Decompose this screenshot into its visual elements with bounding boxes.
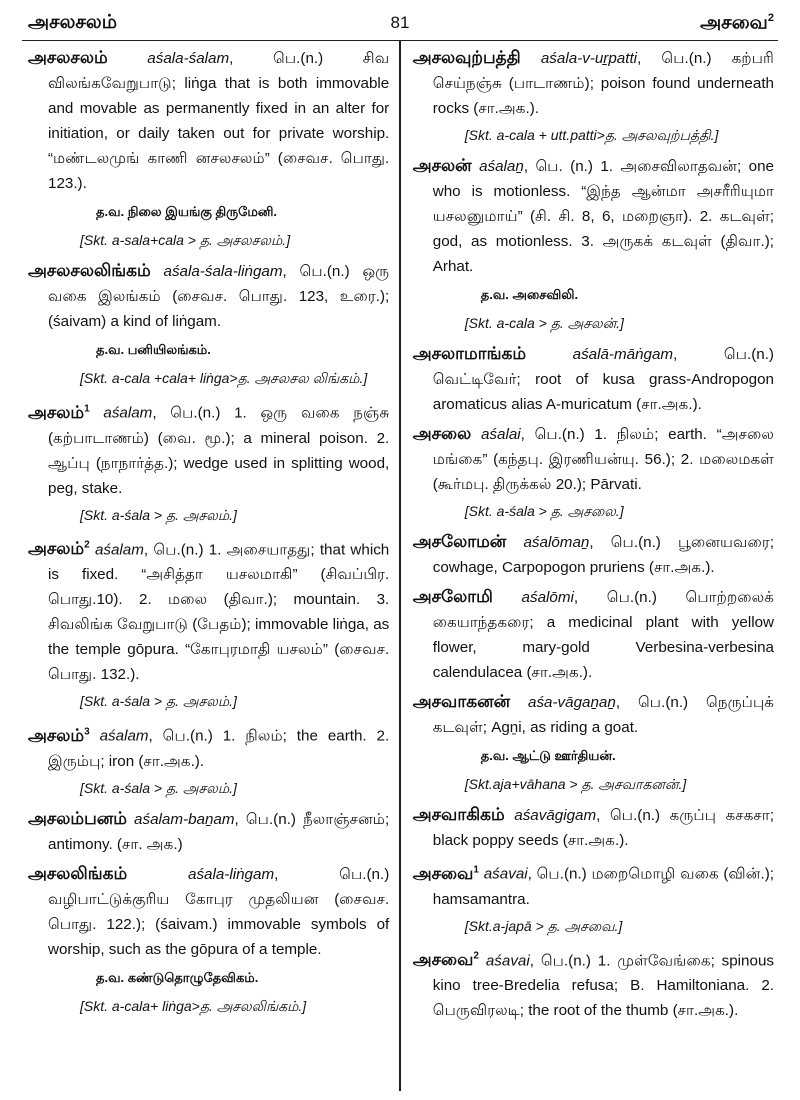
headword-text: அசலோமி [412,587,493,606]
entry-headword [413,156,472,175]
entry-headword [28,864,127,883]
dictionary-entry [28,45,389,196]
header-first-word: அசலசலம் [28,12,117,33]
dictionary-entry [413,153,774,279]
entry-transliteration: aśalōmi [521,589,574,606]
tamil-equivalent-note: த.வ. நிலை இயங்கு திருமேனி. [96,204,278,219]
dictionary-entry [28,806,389,857]
headword-superscript: 1 [84,403,90,414]
entry-transliteration: aśalaṉ [479,158,524,175]
headword-text: அசலவுற்பத்தி [412,48,521,67]
entry-transliteration: aśavai [485,952,530,970]
entry-definition: , பெ.(n.) 1. அசையாதது; that which is fixed. “அசித்தா யசலமாகி” (சிவப்பிர. பொது.10). 2. மலை (திவா.); mountain. 3. சிவலிங்க வேறுபாடு (பேதம்); immovable liṅga, as the temple gōpura. “கோபுரமாதி யசலம்” (சைவச. பொது. 132.). [48,541,390,684]
dictionary-entry [413,45,774,121]
headword-text: அசலோமன் [412,532,507,551]
dictionary-entry [28,719,389,774]
etymology: [Skt. a-śala > த. அசலம்.] [80,506,237,523]
tamil-equivalent-note: த.வ. கண்டுதொழுதேவிகம். [96,969,259,985]
entry-headword [413,424,472,443]
entry-headword [28,726,90,745]
etymology: [Skt. a-cala +cala+ liṅga>த. அசலசல லிங்கம்.] [80,370,368,386]
dictionary-entry [28,861,389,962]
etymology: [Skt. a-śala > த. அசலம்.] [80,779,237,796]
page-header [22,6,778,41]
left-column [22,41,399,1091]
header-last-word-text: அசவை [700,12,768,34]
entry-headword [28,403,90,422]
entry-definition: , பெ.(n.) வழிபாட்டுக்குரிய கோபுர முதலியன (சைவச. பொது. 122.); (śaivam.) immovable symbols of worship, such as the gōpura of a temple. [48,865,390,958]
entry-headword [413,532,507,551]
entry-transliteration: aśalam [103,404,153,422]
dictionary-entry [413,421,774,497]
columns [22,41,778,1091]
entry-transliteration: aśala-śala-liṅgam [163,263,283,280]
headword-text: அசலை [412,424,472,443]
entry-transliteration: aśavāgigam [514,807,597,824]
right-column [401,41,778,1091]
entry-headword [28,539,90,558]
header-last-word [700,12,774,36]
headword-text: அசவாகனன் [412,692,511,711]
headword-text: அசவாகிகம் [412,805,505,824]
headword-text: அசலாமாங்கம் [412,344,527,363]
dictionary-entry [413,944,774,1024]
entry-transliteration: aśalam-baṉam [134,810,235,828]
entry-definition: , பெ.(n.) ஒரு வகை இலங்கம் (சைவச. பொது. 123, உரை.); (śaivam) a kind of liṅgam. [48,263,390,330]
entry-headword [413,805,505,824]
tamil-equivalent-note: த.வ. ஆட்டு ஊர்தியன். [480,748,616,763]
headword-text: அசவை [412,863,474,883]
headword-text: அசவை [412,950,474,970]
entry-transliteration: aśala-liṅgam [188,865,275,883]
entry-headword [413,950,479,969]
headword-text: அசலலிங்கம் [28,863,128,883]
entry-headword [413,864,479,883]
entry-definition: , பெ.(n.) கருப்பு கசகசா; black poppy seeds (சா.அக.). [432,807,774,849]
entry-definition: , பெ.(n.) வெட்டிவேர்; root of kusa grass-Andropogon aromaticus alias A-muricatum (சா.அக.). [432,346,774,413]
entry-headword [413,344,526,363]
tamil-equivalent-note: த.வ. அசைவிலி. [480,287,579,302]
headword-text: அசலன் [412,156,472,175]
dictionary-entry [413,802,774,853]
entry-definition: , பெ.(n.) பொற்றலைக் கையாந்தகரை; a medicinal plant with yellow flower, mary-gold Verbesina-verbesina calendulacea (சா.அக.). [432,589,774,681]
entry-transliteration: aśavai [483,865,528,883]
entry-definition: , பெ.(n.) நீலாஞ்சனம்; antimony. (சா. அக.) [48,810,390,853]
entry-definition: , பெ.(n.) 1. நிலம்; earth. “அசலை மங்கை” (கந்தபு. இரணியன்யு. 56.); 2. மலைமகள் (கூர்மபு. திருக்கல் 20.); Pārvati. [432,426,774,493]
entry-definition: , பெ.(n.) 1. ஒரு வகை நஞ்சு (கற்பாடாணம்) (வை. மூ.); a mineral poison. 2. ஆப்பு (நாநார்த்த.); wedge used in splitting wood, peg, stake. [48,404,390,497]
entry-transliteration: aśalam [94,541,144,559]
etymology: [Skt. a-sala+cala > த. அசலசலம்.] [80,232,291,248]
entry-definition: , பெ.(n.) மறைமொழி வகை (வின்.); hamsamantra. [432,865,774,908]
entry-transliteration: aśalam [99,727,149,745]
dictionary-entry [413,584,774,685]
entry-transliteration: aśa-vāgaṉaṉ [528,694,616,711]
dictionary-entry [413,689,774,740]
dictionary-entry [28,396,389,501]
etymology: [Skt. a-cala > த. அசலன்.] [464,315,624,331]
etymology: [Skt. a-śala > த. அசலம்.] [80,693,237,710]
entry-transliteration: aśalōmaṉ [523,534,590,551]
entry-transliteration: aśalā-māṅgam [572,346,674,363]
etymology: [Skt. a-śala > த. அசலை.] [464,503,624,519]
etymology: [Skt.a-japā > த. அசவை.] [464,917,623,934]
entry-definition: , பெ.(n.) பூனையவரை; cowhage, Carpopogon pruriens (சா.அக.). [432,534,774,576]
headword-text: அசலசலம் [28,48,108,67]
entry-headword [413,692,510,711]
entry-definition: , பெ.(n.) 1. முள்வேங்கை; spinous kino tree-Bredelia refusa; B. Hamiltoniana. 2. பெருவிரலடி; the root of the thumb (சா.அக.). [432,952,774,1020]
entry-headword [28,261,151,280]
entry-transliteration: aśala-v-uṟpatti [540,50,638,67]
headword-text: அசலம் [28,725,85,745]
etymology: [Skt. a-cala + utt.patti>த. அசலவுற்பத்தி.] [464,127,719,143]
etymology: [Skt. a-cala+ liṅga>த. அசலலிங்கம்.] [80,997,307,1014]
dictionary-entry [28,258,389,334]
dictionary-entry [413,341,774,417]
headword-text: அசலம் [28,539,85,559]
dictionary-entry [28,533,389,688]
page-number: 81 [390,13,410,32]
headword-superscript: 2 [473,950,479,962]
headword-text: அசலசலலிங்கம் [28,261,151,280]
entry-definition: , பெ.(n.) கற்பரி செய்நஞ்சு (பாடாணம்); poison found underneath rocks (சா.அக.). [432,50,774,117]
dictionary-entry [413,857,774,912]
headword-text: அசலம் [28,402,85,422]
entry-definition: , பெ.(n.) சிவ விலங்கவேறுபாடு; liṅga that is both immovable and movable as permanently fixed in an alter for initiation, or daily taken out for private worship. “மண்டலமுங் காணி னசலசலம்” (சைவச. பொது. 123.). [48,50,390,192]
entry-transliteration: aśala-śalam [147,50,230,67]
etymology: [Skt.aja+vāhana > த. அசவாகனன்.] [464,776,687,792]
entry-headword [28,809,127,828]
headword-superscript: 3 [84,726,90,738]
headword-superscript: 2 [84,539,90,551]
entry-transliteration: aśalai [480,426,521,443]
entry-definition: , பெ. (n.) 1. அசைவிலாதவன்; one who is motionless. “இந்த ஆன்மா அசரீரியுமா யசலனுமாய்” (சி. சி. 8, 6, மறைஞா). 2. கடவுள்; god, as motionless. 3. அருகக் கடவுள் (திவா.); Arhat. [432,158,774,275]
entry-definition: , பெ.(n.) நெருப்புக் கடவுள்; Agṉi, as riding a goat. [432,694,774,736]
entry-headword [413,48,521,67]
headword-superscript: 1 [473,864,479,875]
tamil-equivalent-note: த.வ. பனியிலங்கம். [96,342,211,357]
header-last-word-sup: 2 [767,12,774,24]
entry-headword [28,48,108,67]
entry-definition: , பெ.(n.) 1. நிலம்; the earth. 2. இரும்பு; iron (சா.அக.). [48,727,390,770]
entry-headword [413,587,493,606]
dictionary-entry [413,529,774,580]
headword-text: அசலம்பனம் [28,808,127,828]
